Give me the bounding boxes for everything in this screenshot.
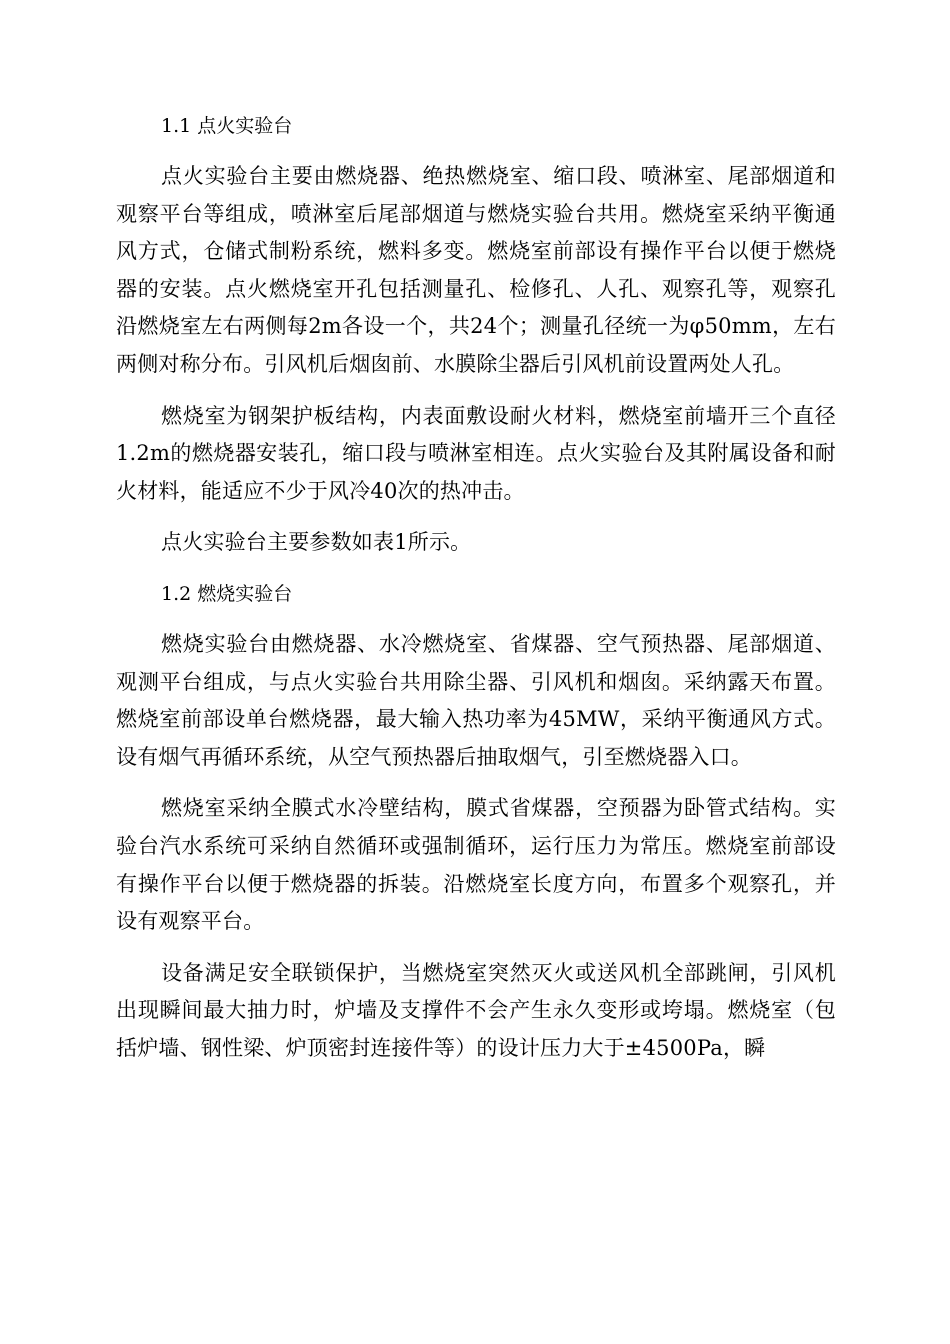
spacer [116,510,836,524]
paragraph-combustion-structure: 燃烧室采纳全膜式水冷壁结构，膜式省煤器，空预器为卧管式结构。实验台汽水系统可采纳自然循环或强制循环，运行压力为常压。燃烧室前部设有操作平台以便于燃烧器的拆装。沿燃烧室长度方向，布置多个观察孔，并设有观察平台。 [116,796,836,934]
spacer [116,145,836,158]
spacer [116,941,836,955]
spacer [116,384,836,398]
spacer [116,776,836,790]
section-heading-combustion-test-bench: 1.2 燃烧实验台 [161,582,293,605]
paragraph-ignition-composition: 点火实验台主要由燃烧器、绝热燃烧室、缩口段、喷淋室、尾部烟道和观察平台等组成，喷淋室后尾部烟道与燃烧实验台共用。燃烧室采纳平衡通风方式，仓储式制粉系统，燃料多变。燃烧室前部设有操作平台以便于燃烧器的安装。点火燃烧室开孔包括测量孔、检修孔、人孔、观察孔等，观察孔沿燃烧室左右两侧每2m各设一个，共24个；测量孔径统一为φ50mm，左右两侧对称分布。引风机后烟囱前、水膜除尘器后引风机前设置两处人孔。 [116,164,836,376]
paragraph-ignition-structure: 燃烧室为钢架护板结构，内表面敷设耐火材料，燃烧室前墙开三个直径1.2m的燃烧器安装孔，缩口段与喷淋室相连。点火实验台及其附属设备和耐火材料，能适应不少于风冷40次的热冲击。 [116,403,836,503]
section-heading-ignition-test-bench: 1.1 点火实验台 [161,115,293,137]
spacer [116,613,836,626]
paragraph-combustion-composition: 燃烧实验台由燃烧器、水冷燃烧室、省煤器、空气预热器、尾部烟道、观测平台组成，与点火实验台共用除尘器、引风机和烟囱。采纳露天布置。燃烧室前部设单台燃烧器，最大输入热功率为45MW，采纳平衡通风方式。设有烟气再循环系统，从空气预热器后抽取烟气，引至燃烧器入口。 [116,631,836,769]
document-page [116,107,836,1067]
spacer [116,562,836,575]
paragraph-safety-interlock: 设备满足安全联锁保护，当燃烧室突然灭火或送风机全部跳闸，引风机出现瞬间最大抽力时，炉墙及支撑件不会产生永久变形或垮塌。燃烧室（包括炉墙、钢性梁、炉顶密封连接件等）的设计压力大于±4500Pa，瞬 [116,960,836,1060]
paragraph-ignition-parameters: 点火实验台主要参数如表1所示。 [161,530,472,555]
